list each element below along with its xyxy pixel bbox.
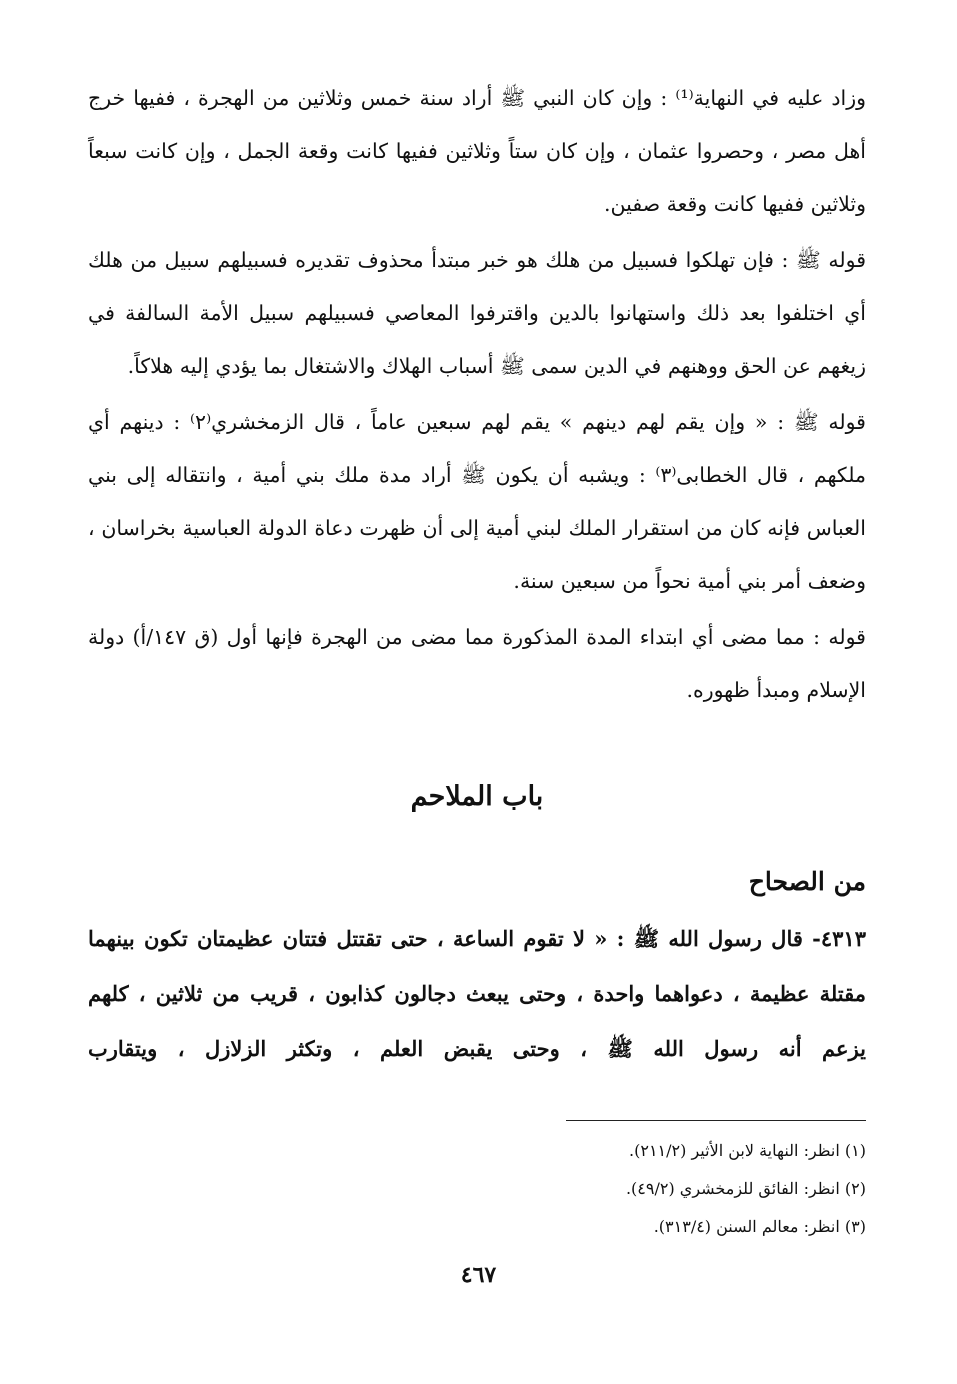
footnotes (366, 1132, 866, 1246)
hadith-text: ٤٣١٣- قال رسول الله ﷺ : « لا تقوم الساعة ، حتى تقتتل فتتان عظيمتان تكون بينهما مقتلة عظيمة ، دعواهما واحدة ، وحتى يبعث دجالون كذابون ، قريب من ثلاثين ، كلهم يزعم أنه رسول الله ﷺ ، وحتى يقبض العلم ، وتكثر الزلازل ، ويتقارب (88, 926, 866, 1061)
paragraph-period-commentary: قوله : مما مضى أي ابتداء المدة المذكورة مما مضى من الهجرة فإنها أول (ق ١٤٧/أ) دولة الإسلام ومبدأ ظهوره. (88, 625, 866, 702)
paragraph-hijra-dates: وزاد عليه في النهاية⁽¹⁾ : وإن كان النبي ﷺ أراد سنة خمس وثلاثين من الهجرة ، ففيها خرج أهل مصر ، وحصروا عثمان ، وإن كان ستاً وثلاثين ففيها كانت وقعة الجمل ، وإن كانت سبعاً وثلاثين ففيها كانت وقعة صفين. (88, 86, 866, 216)
page-number: ٤٦٧ (460, 1262, 497, 1288)
paragraph-perishing-commentary: قوله ﷺ : فإن تهلكوا فسبيل من هلك هو خبر مبتدأ محذوف تقديره فسبيلهم سبيل من هلك أي اختلفوا بعد ذلك واستهانوا بالدين واقترفوا المعاصي فسبيلهم سبيل الأمة السالفة في زيغهم عن الحق ووهنهم في الدين سمى ﷺ أسباب الهلاك والاشتغال بما يؤدي إليه هلاكاً. (88, 248, 866, 378)
footnote-divider (566, 1120, 866, 1121)
chapter-title: باب الملاحم (410, 781, 544, 812)
footnote-item: (١) انظر: النهاية لابن الأثير (٢١١/٢). (629, 1141, 866, 1160)
paragraph-religion-commentary: قوله ﷺ : « وإن يقم لهم دينهم » يقم لهم سبعين عاماً ، قال الزمخشري⁽٢⁾ : دينهم أي ملكهم ، قال الخطابى⁽٣⁾ : ويشبه أن يكون ﷺ أراد مدة ملك بني أمية ، وانتقاله إلى بني العباس فإنه كان من استقرار الملك لبني أمية إلى أن ظهرت دعاة الدولة العباسية بخراسان ، وضعف أمر بني أمية نحواً من سبعين سنة. (88, 410, 866, 593)
page-body (88, 72, 866, 1076)
footnote-item: (٣) انظر: معالم السنن (٣١٣/٤). (653, 1217, 866, 1236)
footnote-item: (٢) انظر: الفائق للزمخشري (٤٩/٢). (625, 1179, 866, 1198)
section-title: من الصحاح (748, 867, 866, 896)
